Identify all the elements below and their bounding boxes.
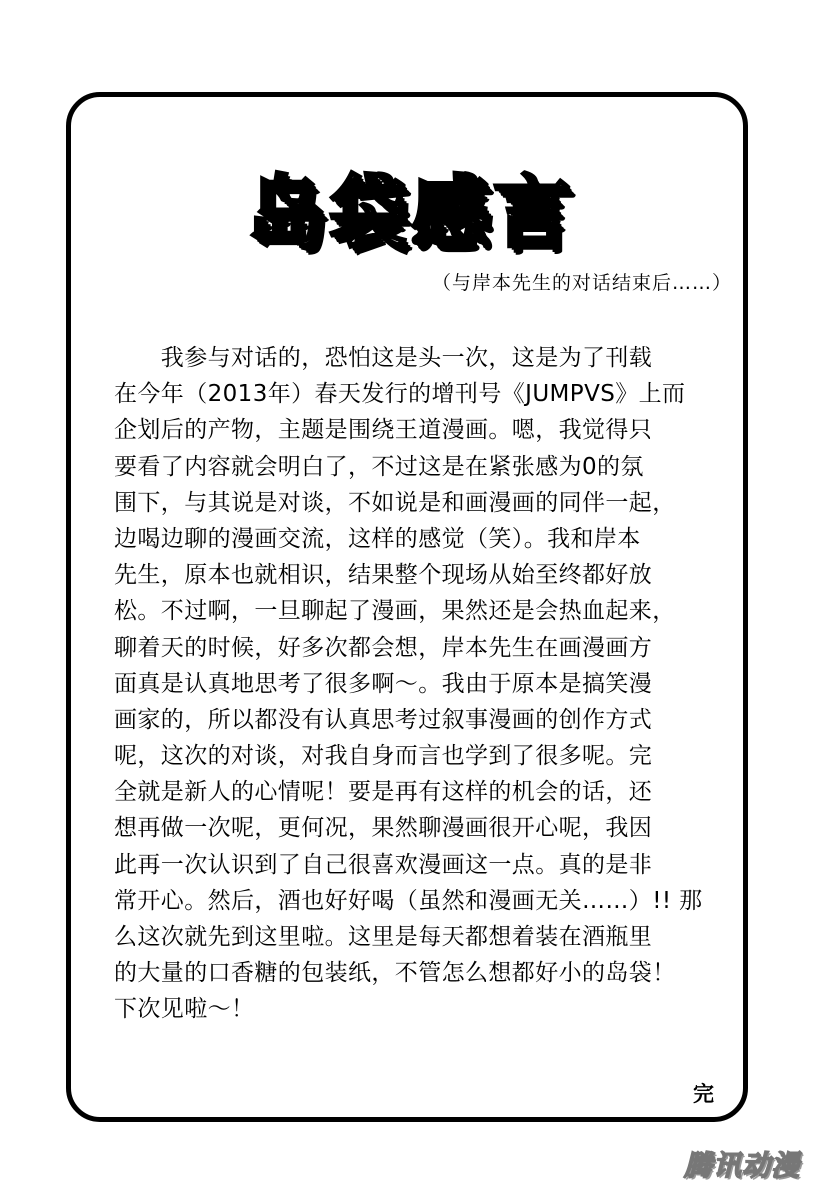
body-line: 边喝边聊的漫画交流，这样的感觉（笑）。我和岸本 xyxy=(114,525,641,552)
page-title: 岛袋感言 xyxy=(246,168,575,258)
body-line: 常开心。然后，酒也好好喝（虽然和漫画无关……）!! 那 xyxy=(114,887,703,914)
body-line: 此再一次认识到了自己很喜欢漫画这一点。真的是非 xyxy=(114,851,653,878)
body-line: 聊着天的时候，好多次都会想，岸本先生在画漫画方 xyxy=(114,634,653,661)
body-line: 围下，与其说是对谈，不如说是和画漫画的同伴一起， xyxy=(114,489,676,516)
body-line: 全就是新人的心情呢！要是再有这样的机会的话，还 xyxy=(114,779,653,806)
body-line: 画家的，所以都没有认真思考过叙事漫画的创作方式 xyxy=(114,706,653,733)
body-line: 想再做一次呢，更何况，果然聊漫画很开心呢，我因 xyxy=(114,815,653,842)
body-line: 先生，原本也就相识，结果整个现场从始至终都好放 xyxy=(114,562,653,589)
body-text xyxy=(114,340,714,1028)
body-line: 在今年（2013年）春天发行的增刊号《JUMPVS》上而 xyxy=(114,381,686,408)
body-line: 要看了内容就会明白了，不过这是在紧张感为0的氛 xyxy=(114,453,644,480)
body-line: 么这次就先到这里啦。这里是每天都想着装在酒瓶里 xyxy=(114,924,653,950)
end-mark: 完 xyxy=(693,1082,714,1106)
body-line: 企划后的产物，主题是围绕王道漫画。嗯，我觉得只 xyxy=(114,417,653,444)
watermark-logo: 腾讯动漫 xyxy=(683,1149,800,1182)
body-line: 下次见啦～！ xyxy=(114,996,255,1023)
body-line: 松。不过啊，一旦聊起了漫画，果然还是会热血起来， xyxy=(114,598,676,625)
body-line: 呢，这次的对谈，对我自身而言也学到了很多呢。完 xyxy=(114,743,653,770)
body-line: 的大量的口香糖的包装纸，不管怎么想都好小的岛袋！ xyxy=(114,960,676,987)
body-line: 面真是认真地思考了很多啊～。我由于原本是搞笑漫 xyxy=(114,670,653,697)
subtitle: （与岸本先生的对话结束后……） xyxy=(431,272,732,294)
body-line: 我参与对话的，恐怕这是头一次，这是为了刊载 xyxy=(114,345,653,371)
